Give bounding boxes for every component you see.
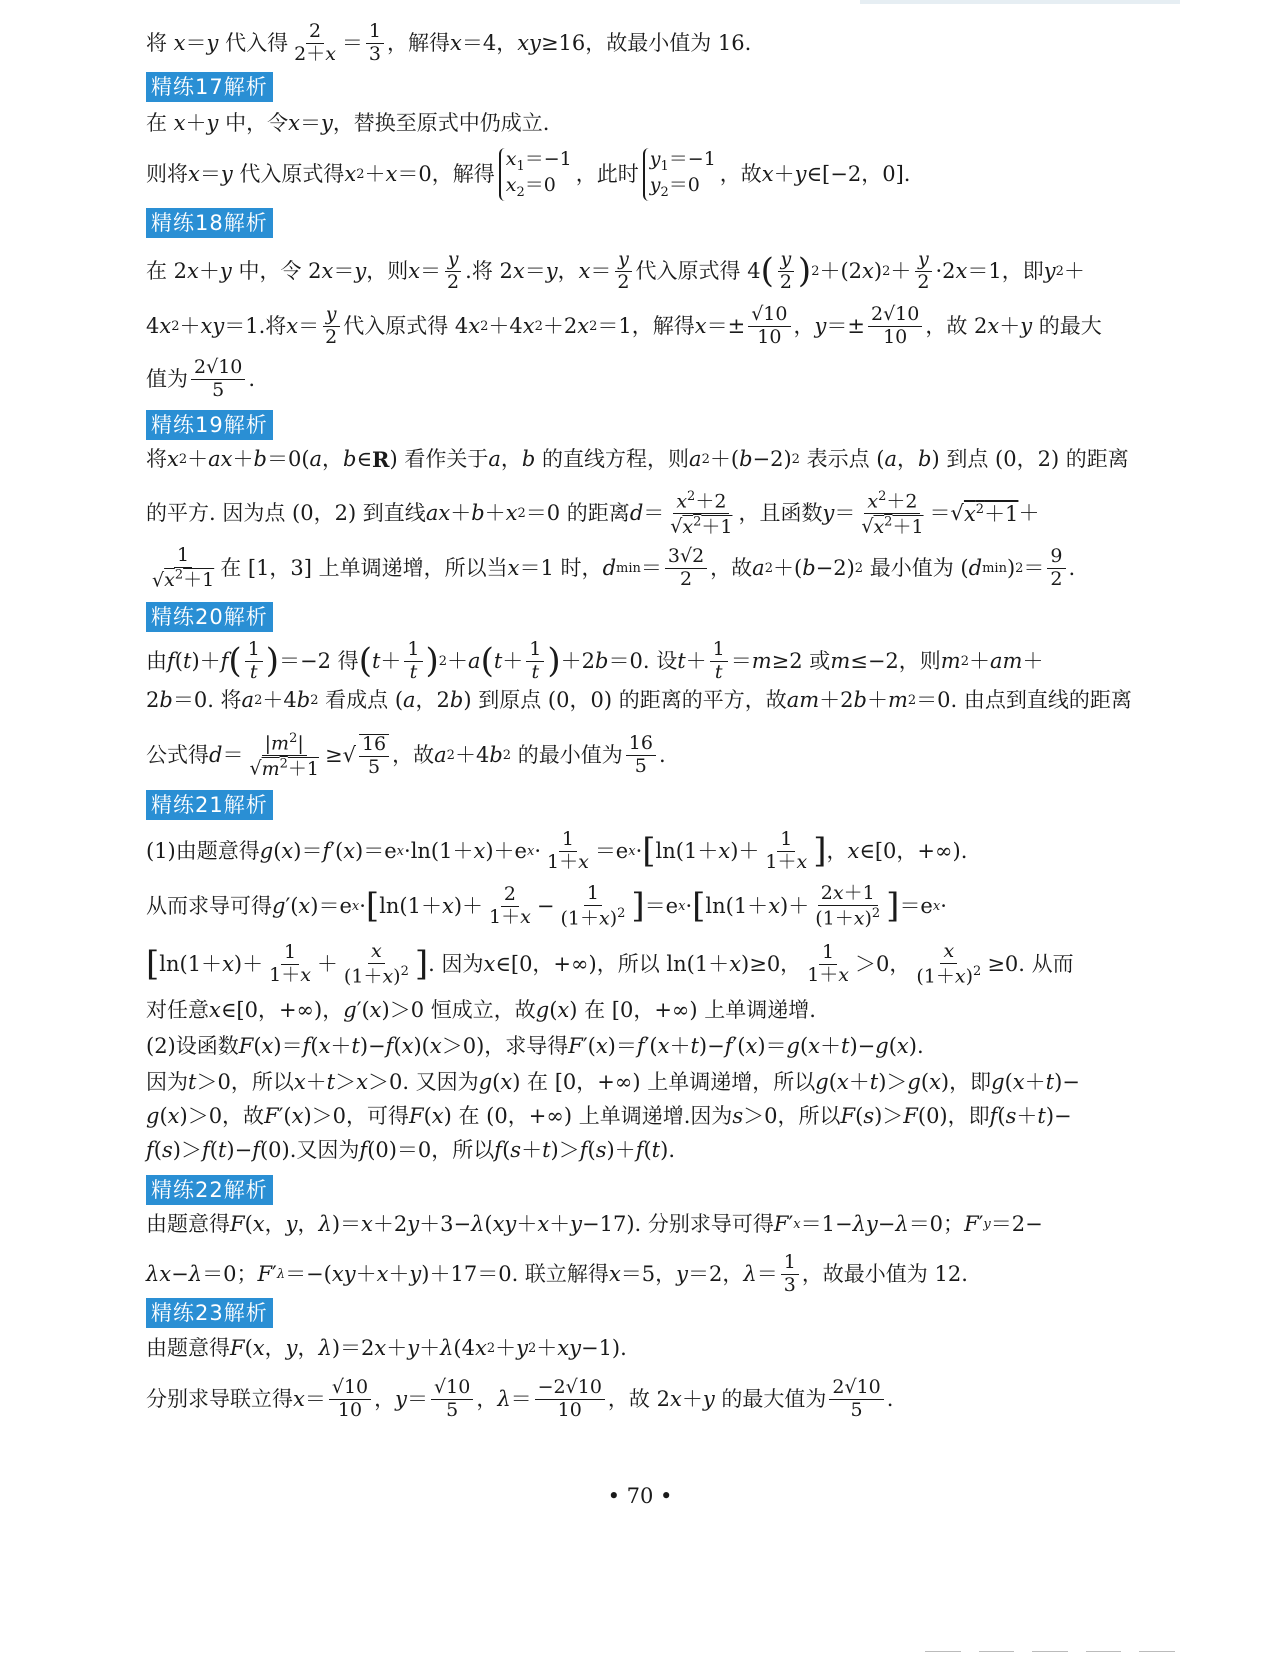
page-number: • 70 • [607, 1484, 673, 1508]
bottom-scroll-strip [925, 1630, 1175, 1652]
text-line: 对任意 x ∈[0，+∞)， g ′( x )＞0 恒成立，故 g ( x ) 在 [0，+∞) 上单调递增. [146, 998, 816, 1022]
section-header-17: 精练17解析 [146, 72, 273, 102]
section-header-20: 精练20解析 [146, 602, 273, 632]
text-line: 公式得 d ＝ $\frac{|m^2|}{√m^2+1}$ ≥√ $\frac{16}{5}$ ，故 a 2 ＋4 b 2 的最小值为 $\frac{16}{5}$ . [146, 731, 666, 780]
text-line: 将 x 2 ＋ ax ＋ b ＝0( a ， b ∈ R ) 看作关于 a ， b 的直线方程，则 a 2 ＋( b −2) 2 表示点 ( a ， b ) 到点 (0，2) 的距离 [146, 447, 1129, 472]
section-header-21: 精练21解析 [146, 790, 273, 820]
text-line: 在 x ＋ y 中，令 x ＝ y ，替换至原式中仍成立. [146, 111, 550, 135]
text-line: (1)由题意得 g ( x )＝ f ′( x )＝e x ·ln(1＋ x )＋e x · $\frac{1}{1+x}$ ＝e x · [ ln(1＋ x )＋ $\frac{1}{1+x}$ ] ， x ∈[0，+∞). [146, 828, 968, 873]
text-line: 从而求导可得 g ′( x )＝e x · [ ln(1＋ x )＋ $\frac{2}{1+x}$ − $\frac{1}{(1+x)^2}$ ] ＝e x · [ ln(1＋ x )＋ $\frac{2x+1}{(1+x)^2}$ ] ＝e x · [146, 882, 947, 930]
text-line: g ( x )＞0，故 F ′( x )＞0，可得 F ( x ) 在 (0，+∞) 上单调递增.因为 s ＞0，所以 F ( s )＞ F (0)，即 f ( s ＋ t )− [146, 1104, 1072, 1128]
section-header-19: 精练19解析 [146, 410, 273, 440]
text-line: 在 2 x ＋ y 中，令 2 x ＝ y ，则 x ＝ $\frac{y}{2}$ .将 2 x ＝ y ， x ＝ $\frac{y}{2}$ 代入原式得 4 ( $\frac{y}{2}$ ) 2 ＋(2 x ) 2 ＋ $\frac{y}{2}$ ·2 x ＝1，即 y 2 ＋ [146, 248, 1085, 293]
top-strip [860, 0, 1180, 4]
text-line: 因为 t ＞0，所以 x ＋ t ＞ x ＞0. 又因为 g ( x ) 在 [0，+∞) 上单调递增，所以 g ( x ＋ t )＞ g ( x )，即 g ( x ＋ t )− [146, 1070, 1080, 1094]
text-line: 值为 $\frac{2√10}{5}$ . [146, 356, 256, 401]
text-line: λx − λ ＝0； F ′ λ ＝−( xy ＋ x ＋ y )＋17＝0. 联立解得 x ＝5， y ＝2， λ ＝ $\frac{1}{3}$ ，故最小值为 12. [146, 1251, 968, 1296]
text-line: 2 b ＝0. 将 a 2 ＋4 b 2 看成点 ( a ，2 b ) 到原点 (0，0) 的距离的平方，故 am ＋2 b ＋ m 2 ＝0. 由点到直线的距离 [146, 688, 1132, 712]
text-line: 的平方. 因为点 (0，2) 到直线 ax ＋ b ＋ x 2 ＝0 的距离 d ＝ $\frac{x^2+2}{√x^2+1}$ ，且函数 y ＝ $\frac{x^2+2}{√x^2+1}$ ＝√ $x^2+1$ ＋ [146, 489, 1040, 538]
text-line: 由 f ( t )＋ f ( $\frac{1}{t}$ ) ＝−2 得 ( t ＋ $\frac{1}{t}$ ) 2 ＋ a ( t ＋ $\frac{1}{t}$ ) ＋2 b ＝0. 设 t ＋ $\frac{1}{t}$ ＝ m ≥2 或 m ≤−2，则 m 2 ＋ am ＋ [146, 638, 1044, 683]
text-line: 由题意得 F ( x ， y ， λ )＝ x ＋2 y ＋3− λ ( xy ＋ x ＋ y −17). 分别求导可得 F ′ x ＝1− λy − λ ＝0； F ′ y ＝2− [146, 1212, 1043, 1236]
text-line: f ( s )＞ f ( t )− f (0).又因为 f (0)＝0，所以 f ( s ＋ t )＞ f ( s )＋ f ( t ). [146, 1138, 675, 1162]
text-line: 由题意得 F ( x ， y ， λ )＝2 x ＋ y ＋ λ (4 x 2 ＋ y 2 ＋ xy −1). [146, 1336, 627, 1360]
text-line: 分别求导联立得 x ＝ $\frac{√10}{10}$ ， y ＝ $\frac{√10}{5}$ ， λ ＝ $\frac{-2√10}{10}$ ，故 2 x ＋ y 的最大值为 $\frac{2√10}{5}$ . [146, 1376, 894, 1421]
section-header-22: 精练22解析 [146, 1175, 273, 1205]
text-line: 则将 x ＝ y 代入原式得 x 2 ＋ x ＝0，解得 $x_1=-1$ $x_2=0$ ，此时 $y_1=-1$ $y_2=0$ ，故 x ＋ y ∈[−2，0]. [146, 148, 911, 201]
section-header-18: 精练18解析 [146, 208, 273, 238]
section-header-23: 精练23解析 [146, 1298, 273, 1328]
text-line: (2)设函数 F ( x )＝ f ( x ＋ t )− f ( x )( x ＞0)，求导得 F ′( x )＝ f ′( x ＋ t )− f ′( x )＝ g ( x ＋ t )− g ( x ). [146, 1034, 924, 1058]
text-line: 将 x ＝ y 代入得 $\frac{2}{2+x}$ ＝ $\frac{1}{3}$ ，解得 x ＝4， xy ≥16，故最小值为 16. [146, 20, 752, 65]
text-line: $\frac{1}{√x^2+1}$ 在 [1，3] 上单调递增，所以当 x ＝1 时， d min ＝ $\frac{3√2}{2}$ ，故 a 2 ＋( b −2) 2 最小值为 ( d min ) 2 ＝ $\frac{9}{2}$ . [152, 544, 1076, 592]
text-line: 4 x 2 ＋ xy ＝1.将 x ＝ $\frac{y}{2}$ 代入原式得 4 x 2 ＋4 x 2 ＋2 x 2 ＝1，解得 x ＝± $\frac{√10}{10}$ ， y ＝± $\frac{2√10}{10}$ ，故 2 x ＋ y 的最大 [146, 303, 1102, 348]
text-line: [ ln(1＋ x )＋ $\frac{1}{1+x}$ ＋ $\frac{x}{(1+x)^2}$ ] . 因为 x ∈[0，+∞)，所以 ln(1＋ x )≥0， $\frac{1}{1+x}$ ＞0， $\frac{x}{(1+x)^2}$ ≥0. 从而 [146, 940, 1074, 988]
